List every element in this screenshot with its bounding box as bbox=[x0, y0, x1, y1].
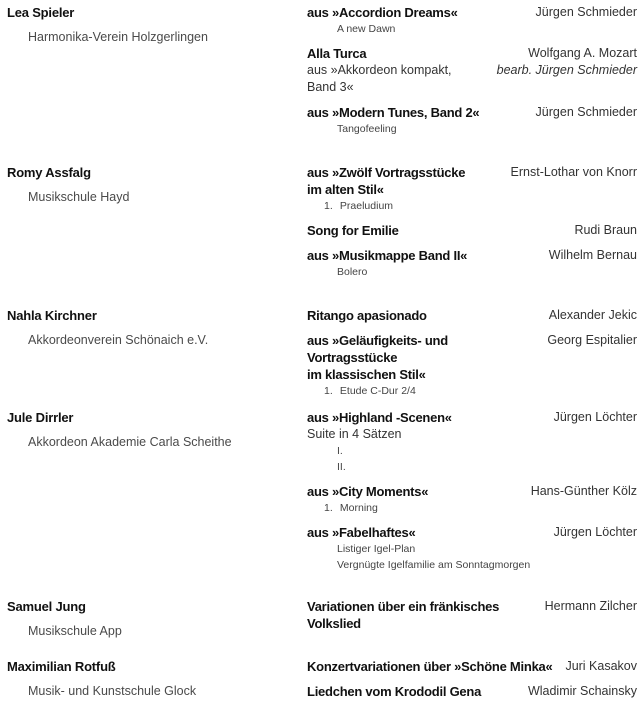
piece bbox=[307, 409, 637, 475]
performer-name: Samuel Jung bbox=[7, 599, 86, 614]
performer-name: Nahla Kirchner bbox=[7, 308, 97, 323]
piece bbox=[307, 307, 637, 324]
composer bbox=[489, 45, 637, 79]
movement-title: Praeludium bbox=[337, 200, 394, 212]
piece bbox=[307, 683, 637, 700]
performer-school: Musik- und Kunstschule Glock bbox=[28, 684, 197, 698]
movement: Vergnügte Igelfamilie am Sonntagmorgen bbox=[337, 559, 531, 571]
composer-name: Jürgen Schmieder bbox=[535, 5, 637, 19]
piece-subtitle: Suite in 4 Sätzen bbox=[307, 427, 402, 441]
piece-title: aus »City Moments« bbox=[307, 484, 429, 499]
composer bbox=[528, 104, 637, 121]
numbered-movement bbox=[324, 500, 637, 516]
performer-school: Akkordeonverein Schönaich e.V. bbox=[28, 333, 209, 347]
composer bbox=[503, 164, 637, 181]
movement-number: 1. bbox=[324, 385, 333, 397]
piece-title: aus »Accordion Dreams« bbox=[307, 5, 458, 20]
piece-title: Alla Turca bbox=[307, 46, 367, 61]
performer-name: Maximilian Rotfuß bbox=[7, 659, 116, 674]
composer bbox=[541, 247, 637, 264]
piece-title-continued: im alten Stil« bbox=[307, 182, 384, 197]
piece bbox=[307, 658, 637, 675]
piece-title: aus »Zwölf Vortragsstücke bbox=[307, 165, 466, 180]
composer-name: Hans-Günther Kölz bbox=[530, 484, 637, 498]
composer bbox=[546, 409, 637, 426]
numbered-movement bbox=[324, 383, 637, 399]
performer-name: Romy Assfalg bbox=[7, 165, 91, 180]
movement-title: Etude C-Dur 2/4 bbox=[337, 385, 416, 397]
movement-number: 1. bbox=[324, 502, 333, 514]
movement: Listiger Igel-Plan bbox=[337, 543, 416, 555]
composer-name: Alexander Jekic bbox=[548, 308, 637, 322]
composer-name: Jürgen Löchter bbox=[553, 410, 637, 424]
performer-name: Jule Dirrler bbox=[7, 410, 74, 425]
roman-movement: II. bbox=[337, 461, 346, 473]
piece bbox=[307, 164, 637, 214]
composer bbox=[528, 4, 637, 21]
piece-title-continued: Volkslied bbox=[307, 616, 361, 631]
piece bbox=[307, 483, 637, 516]
composer-name: Wladimir Schainsky bbox=[527, 684, 637, 698]
performer bbox=[7, 164, 297, 205]
composer bbox=[539, 332, 637, 349]
composer bbox=[557, 658, 637, 675]
piece bbox=[307, 4, 637, 37]
piece bbox=[307, 104, 637, 137]
piece-title: Liedchen vom Krododil Gena bbox=[307, 684, 482, 699]
composer-name: Rudi Braun bbox=[574, 223, 637, 237]
composer bbox=[537, 598, 637, 615]
piece-list bbox=[307, 598, 637, 640]
performer bbox=[7, 658, 297, 699]
performer-name: Lea Spieler bbox=[7, 5, 75, 20]
numbered-movement bbox=[324, 198, 637, 214]
piece-title: Variationen über ein fränkisches bbox=[307, 599, 500, 614]
piece-list bbox=[307, 658, 637, 708]
piece bbox=[307, 332, 637, 399]
performer-school: Musikschule App bbox=[28, 624, 122, 638]
composer-name: Wolfgang A. Mozart bbox=[528, 46, 637, 60]
piece bbox=[307, 247, 637, 280]
composer bbox=[541, 307, 637, 324]
composer bbox=[546, 524, 637, 541]
performer bbox=[7, 409, 297, 450]
piece-subtitle: aus »Akkordeon kompakt, bbox=[307, 63, 452, 77]
composer-name: Jürgen Löchter bbox=[553, 525, 637, 539]
composer-name: Ernst-Lothar von Knorr bbox=[510, 165, 637, 179]
performer bbox=[7, 598, 297, 639]
movement: Tangofeeling bbox=[337, 123, 397, 135]
performer-school: Harmonika-Verein Holzgerlingen bbox=[28, 30, 208, 44]
piece-title-continued: im klassischen Stil« bbox=[307, 367, 426, 382]
composer-name: Jürgen Schmieder bbox=[535, 105, 637, 119]
performer bbox=[7, 4, 297, 45]
performer-school: Akkordeon Akademie Carla Scheithe bbox=[28, 435, 232, 449]
piece-title: aus »Geläufigkeits- und Vortragsstücke bbox=[307, 333, 448, 365]
performer bbox=[7, 307, 297, 348]
composer bbox=[520, 683, 637, 700]
piece-title: Ritango apasionado bbox=[307, 308, 427, 323]
composer-name: Wilhelm Bernau bbox=[548, 248, 637, 262]
piece-title: Song for Emilie bbox=[307, 223, 399, 238]
piece bbox=[307, 524, 637, 573]
piece-title: aus »Fabelhaftes« bbox=[307, 525, 416, 540]
piece-subtitle-continued: Band 3« bbox=[307, 80, 354, 94]
composer-name: Hermann Zilcher bbox=[544, 599, 637, 613]
composer-name: Juri Kasakov bbox=[565, 659, 637, 673]
piece bbox=[307, 598, 637, 632]
piece bbox=[307, 222, 637, 239]
piece-list bbox=[307, 4, 637, 145]
movement-number: 1. bbox=[324, 200, 333, 212]
piece-title: aus »Modern Tunes, Band 2« bbox=[307, 105, 480, 120]
movement: A new Dawn bbox=[337, 23, 396, 35]
composer bbox=[566, 222, 637, 239]
composer bbox=[523, 483, 637, 500]
piece bbox=[307, 45, 637, 96]
piece-title: aus »Highland -Scenen« bbox=[307, 410, 452, 425]
piece-list bbox=[307, 164, 637, 288]
composer-name: Georg Espitalier bbox=[547, 333, 637, 347]
movement-title: Morning bbox=[337, 502, 378, 514]
performer-school: Musikschule Hayd bbox=[28, 190, 130, 204]
piece-list bbox=[307, 409, 637, 581]
roman-movement: I. bbox=[337, 445, 343, 457]
piece-title: Konzertvariationen über »Schöne Minka« bbox=[307, 659, 553, 674]
piece-list bbox=[307, 307, 637, 407]
piece-title: aus »Musikmappe Band II« bbox=[307, 248, 468, 263]
arranger: bearb. Jürgen Schmieder bbox=[496, 63, 637, 77]
movement: Bolero bbox=[337, 266, 368, 278]
